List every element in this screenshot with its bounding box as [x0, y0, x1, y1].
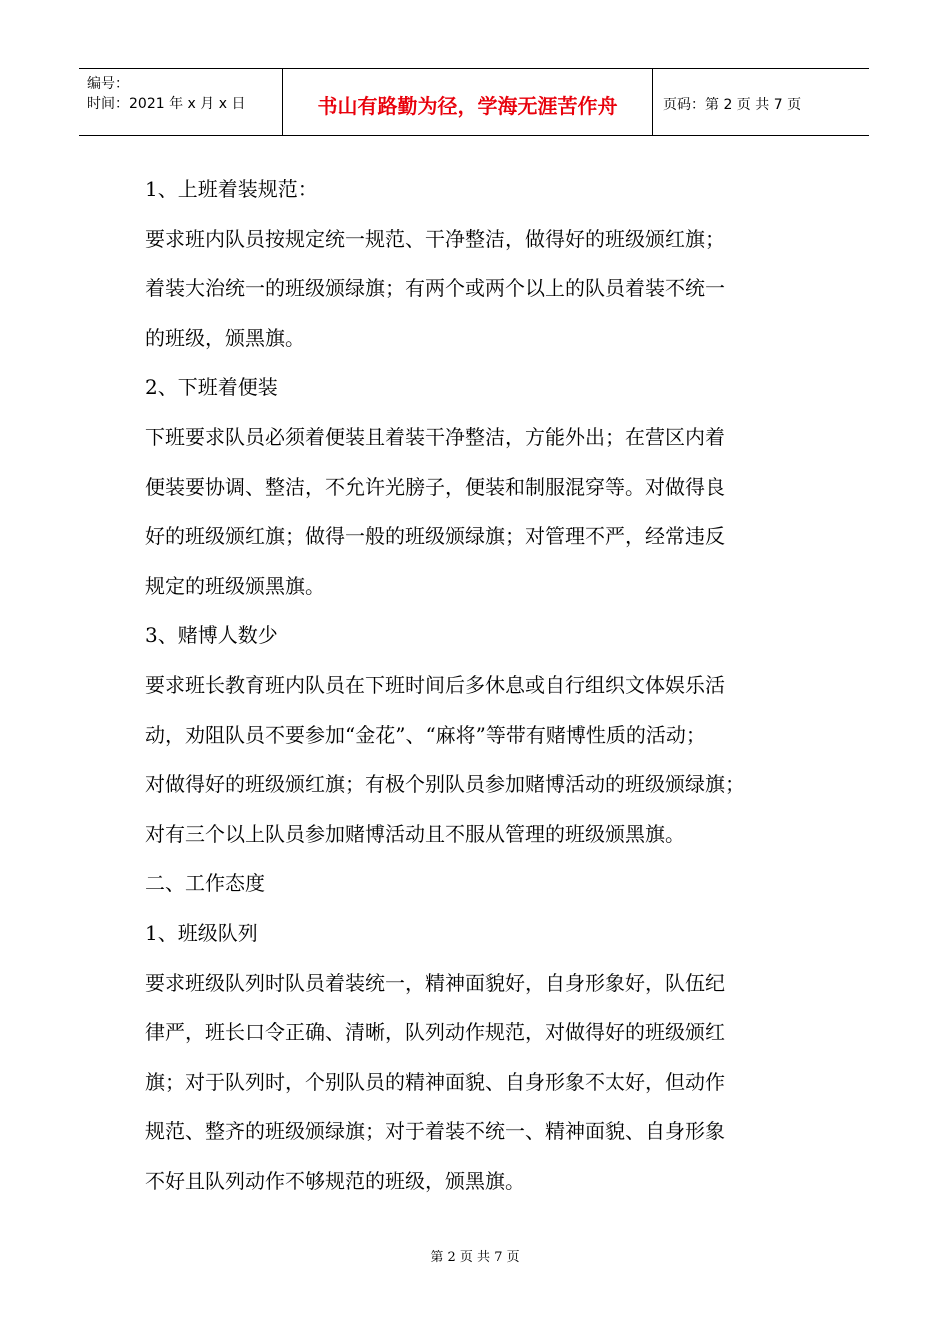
body-line: 对有三个以上队员参加赌博活动且不服从管理的班级颁黑旗。 [145, 821, 685, 846]
page-footer: 第 2 页 共 7 页 [430, 1250, 520, 1265]
body-line: 便装要协调、整洁，不允许光膀子，便装和制服混穿等。对做得良 [145, 474, 725, 499]
body-line: 对做得好的班级颁红旗；有极个别队员参加赌博活动的班级颁绿旗； [145, 772, 745, 797]
body-line: 2、下班着便装 [145, 375, 278, 400]
header-motto: 书山有路勤为径，学海无涯苦作舟 [282, 69, 653, 135]
body-line: 下班要求队员必须着便装且着装干净整洁，方能外出；在营区内着 [145, 424, 725, 449]
document-date-label: 时间：2021 年 x 月 x 日 [87, 96, 246, 112]
body-line: 要求班内队员按规定统一规范、干净整洁，做得好的班级颁红旗； [145, 226, 725, 251]
body-line: 规定的班级颁黑旗。 [145, 573, 325, 598]
document-body [145, 165, 835, 1206]
body-line: 着装大治统一的班级颁绿旗；有两个或两个以上的队员着装不统一 [145, 276, 725, 301]
header-meta [79, 69, 282, 135]
body-line: 1、上班着装规范： [145, 177, 318, 201]
page-header [79, 68, 869, 136]
body-line: 3、赌博人数少 [145, 623, 278, 648]
body-line: 1、班级队列 [145, 920, 258, 945]
body-line: 动，劝阻队员不要参加“金花”、“麻将”等带有赌博性质的活动； [145, 722, 706, 747]
body-line: 要求班级队列时队员着装统一，精神面貌好，自身形象好，队伍纪 [145, 970, 725, 995]
body-line: 二、工作态度 [145, 871, 265, 896]
body-line: 律严，班长口令正确、清晰，队列动作规范，对做得好的班级颁红 [145, 1020, 725, 1045]
body-line: 规范、整齐的班级颁绿旗；对于着装不统一、精神面貌、自身形象 [145, 1119, 725, 1144]
header-page-number: 页码：第 2 页 共 7 页 [663, 97, 802, 113]
body-line: 的班级，颁黑旗。 [145, 325, 305, 350]
body-line: 不好且队列动作不够规范的班级，颁黑旗。 [145, 1168, 525, 1193]
document-number-label: 编号： [87, 76, 129, 92]
body-line: 旗；对于队列时，个别队员的精神面貌、自身形象不太好，但动作 [145, 1069, 725, 1094]
body-line: 好的班级颁红旗；做得一般的班级颁绿旗；对管理不严，经常违反 [145, 524, 725, 549]
body-line: 要求班长教育班内队员在下班时间后多休息或自行组织文体娱乐活 [145, 672, 725, 697]
